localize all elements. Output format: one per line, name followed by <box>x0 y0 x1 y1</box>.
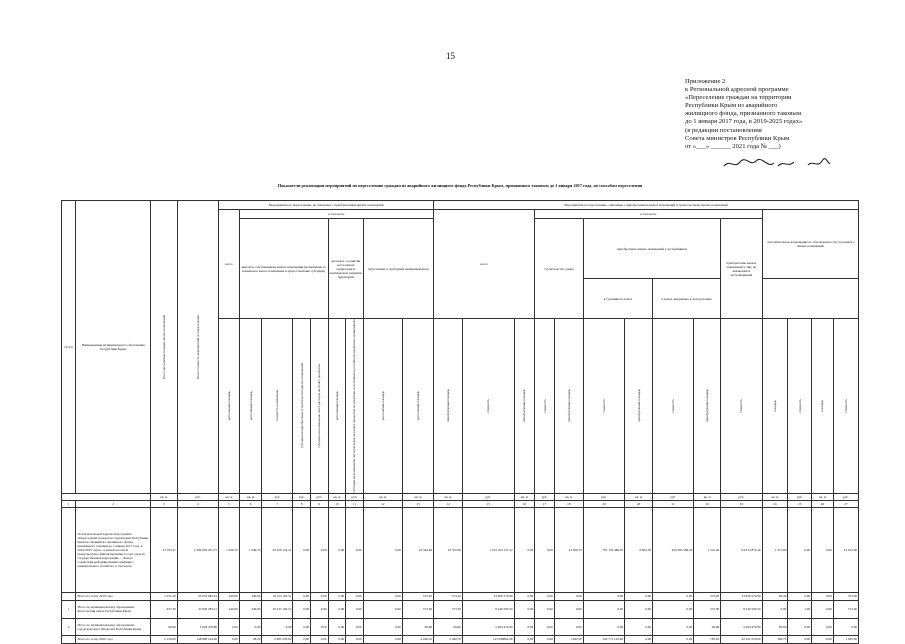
value-cell: 0,00 <box>346 507 364 592</box>
unit-cell: кв. м <box>812 493 834 500</box>
unit-cell: руб. <box>462 493 514 500</box>
appendix-line: Республики Крым из аварийного <box>685 102 778 110</box>
value-cell: 573,30 <box>402 600 433 618</box>
column-number: 2 <box>76 500 150 507</box>
column-number: 19 <box>583 500 624 507</box>
value-cell: 429 393 568,50 <box>653 507 694 592</box>
rotated-header: стоимость <box>671 398 676 413</box>
value-cell: 0,00 <box>311 618 329 635</box>
value-cell: 0,00 <box>812 592 834 600</box>
value-cell: 1 642,50 <box>554 635 583 643</box>
value-cell: 0,00 <box>328 600 346 618</box>
column-number: 8 <box>293 500 311 507</box>
rotated-header: расселяемая площадь <box>248 391 253 421</box>
incl-header: в том числе <box>239 210 433 219</box>
group1-header: Мероприятия по переселению, не связанные с приобретением жилых помещений <box>219 201 434 210</box>
unit-cell: руб. <box>788 493 812 500</box>
value-cell: 340,00 <box>239 592 262 600</box>
unit-cell: руб. <box>293 493 311 500</box>
rotated-header: расселяемая площадь <box>415 391 420 421</box>
row-name: Итого по муниципальному образованию Белогорский район Республики Крым <box>76 600 150 618</box>
resettlement-table <box>61 200 859 644</box>
unit-cell: руб. <box>311 493 329 500</box>
table-title: Показатели реализации мероприятий по переселению граждан из аварийного жилищного фонда Республики Крым, признанного таковым до 1 января 2017 года, по способам переселения <box>277 183 643 188</box>
unit-cell: кв. м <box>239 493 262 500</box>
unit-cell: руб. <box>262 493 293 500</box>
value-cell: 2,69 <box>219 618 240 635</box>
unit-cell: кв. м <box>694 493 721 500</box>
value-cell: 0,00 <box>293 507 311 592</box>
rotated-header: стоимость возмещения <box>275 390 280 422</box>
value-cell: 42 291 050,00 <box>721 635 762 643</box>
unit-cell: руб. <box>583 493 624 500</box>
value-cell: 0,00 <box>583 600 624 618</box>
value-cell: 573,30 <box>434 600 463 618</box>
unit-cell: кв. м <box>219 493 240 500</box>
col-total-area-header: Всего расселяемая площадь жилых помещений <box>161 314 166 380</box>
value-cell: 2 389 904 291,75 <box>177 507 218 592</box>
value-cell: 0,00 <box>363 507 402 592</box>
value-cell: 0,00 <box>293 600 311 618</box>
row-number <box>62 635 76 643</box>
value-cell: 143 098864,90 <box>462 635 514 643</box>
value-cell: 2 985 203,00 <box>262 635 293 643</box>
value-cell: 2 246,10 <box>402 635 433 643</box>
column-number: 12 <box>363 500 402 507</box>
rotated-header: расселяемая площадь <box>380 391 385 421</box>
rotated-header: стоимость <box>601 398 606 413</box>
col-total-cost-header: Всего стоимость мероприятий по переселению <box>195 314 200 379</box>
value-cell: 0,00 <box>535 600 555 618</box>
value-cell: 1 210,40 <box>694 507 721 592</box>
rotated-header: приобретаемая площадь <box>566 389 571 423</box>
rotated-header: стоимость <box>542 398 547 413</box>
rotated-header: стоимость <box>486 398 491 413</box>
value-cell: 8 249 599,50 <box>462 600 514 618</box>
value-cell: 0,00 <box>535 507 555 592</box>
column-number: 11 <box>346 500 364 507</box>
value-cell: 0,00 <box>554 618 583 635</box>
unit-cell: кв. м <box>625 493 653 500</box>
column-number: 24 <box>762 500 788 507</box>
value-cell: 13 508,70 <box>554 507 583 592</box>
table-row <box>62 600 859 618</box>
row-name: По Региональной адресной программе «Переселение граждан на территории Республики Крым из аварийного жилищного фонда, признанного таковым до 1 января 2017 года, в 2019-2025 годах», в рамках которой предусмотрено финансирование за счет средств государственной корпорации — Фонда содействия реформированию жилищно-коммунального хозяйства, в том числе: <box>76 507 150 592</box>
rotated-header: приобретаемая площадь <box>522 389 527 423</box>
column-number: 5 <box>219 500 240 507</box>
value-cell: 0,00 <box>328 618 346 635</box>
value-cell: 0,00 <box>346 592 364 600</box>
row-number: 1 <box>62 600 76 618</box>
value-cell: 8 602,50 <box>625 507 653 592</box>
page-number: 15 <box>446 51 455 61</box>
value-cell: 0,00 <box>293 618 311 635</box>
built-header: в домах, введенных в эксплуатацию <box>653 279 721 319</box>
value-cell: 0,00 <box>328 592 346 600</box>
purchase-header: приобретение жилых помещений у застройщиков <box>583 219 720 279</box>
column-number: 18 <box>554 500 583 507</box>
value-cell: 0,00 <box>293 592 311 600</box>
value-cell: 99,90 <box>402 618 433 635</box>
unit-cell: кв. м <box>762 493 788 500</box>
value-cell: 0,00 <box>833 618 858 635</box>
column-number: 14 <box>434 500 463 507</box>
value-cell: 0,00 <box>311 507 329 592</box>
appendix-line: Совета министров Республики Крым <box>685 134 790 142</box>
column-number: 4 <box>177 500 218 507</box>
rotated-header: субсидии на возмещение части расходов на уплату процентов по кредитам, полученным в российских кредитных организациях <box>352 319 357 493</box>
value-cell: 53 053 682,61 <box>177 592 218 600</box>
value-cell: 33 820 579,90 <box>462 592 514 600</box>
column-number: 10 <box>328 500 346 507</box>
value-cell: 0,00 <box>625 618 653 635</box>
value-cell: 5 094 479,80 <box>721 618 762 635</box>
rotated-header: приобретаемая площадь <box>636 389 641 423</box>
table-row <box>62 507 859 592</box>
value-cell: 1 315,60 <box>762 507 788 592</box>
column-number: 6 <box>239 500 262 507</box>
value-cell: 0,00 <box>583 618 624 635</box>
value-cell: 0,00 <box>328 635 346 643</box>
value-cell: 0,00 <box>239 618 262 635</box>
rotated-header: стоимость <box>797 398 802 413</box>
table-row <box>62 618 859 635</box>
value-cell: 1,00 <box>788 600 812 618</box>
value-cell: 0,00 <box>812 507 834 592</box>
value-cell: 0,00 <box>788 507 812 592</box>
unit-cell: руб. <box>535 493 555 500</box>
col-num-header: № п/п <box>62 201 76 494</box>
value-cell: 573,20 <box>402 592 433 600</box>
value-cell: 0,00 <box>293 635 311 643</box>
appendix-block <box>685 78 863 151</box>
appendix-line: жилищного фонда, признанного таковым <box>685 110 801 118</box>
value-cell: 22 344,96 <box>402 507 433 592</box>
value-cell: 781 150 480,95 <box>583 507 624 592</box>
column-number: 25 <box>788 500 812 507</box>
value-cell: 5 094 479,80 <box>177 618 218 635</box>
column-number: 27 <box>833 500 858 507</box>
rotated-header: площадь <box>772 399 777 412</box>
row-number <box>62 507 76 592</box>
value-cell: 5 094 479,80 <box>462 618 514 635</box>
rotated-header: площадь <box>820 399 825 412</box>
value-cell: 19 233 102,51 <box>262 600 293 618</box>
value-cell: 6,00 <box>812 635 834 643</box>
appendix-line: Приложение 2 <box>685 78 726 85</box>
compensation-header: выплаты собственникам жилых помещений (возмещение за изымаемое жилое помещение и предоставление субсидий) <box>239 219 328 319</box>
value-cell: 0,00 <box>788 618 812 635</box>
value-cell: 1 233 104 137,54 <box>462 507 514 592</box>
value-cell: 373,00 <box>833 600 858 618</box>
value-cell: 360,75 <box>762 635 788 643</box>
value-cell: 1 049,70 <box>239 507 262 592</box>
value-cell: 19 233 102,51 <box>262 592 293 600</box>
value-cell: 14 012,00 <box>833 507 858 592</box>
contract-header: договоры о развитии застроенной территории и комплексном развитии территорий <box>328 219 363 319</box>
others-header: приобретение жилых помещений у лиц, не являющихся застройщиками <box>721 219 762 319</box>
value-cell: 0,00 <box>346 618 364 635</box>
value-cell: 0,00 <box>535 635 555 643</box>
value-cell: 0,00 <box>788 592 812 600</box>
value-cell: 0,00 <box>346 635 364 643</box>
value-cell: 0,00 <box>363 635 402 643</box>
table-row <box>62 592 859 600</box>
column-number: 7 <box>262 500 293 507</box>
value-cell: 1 031,20 <box>150 592 177 600</box>
column-number: 21 <box>653 500 694 507</box>
value-cell: 0,00 <box>262 618 293 635</box>
value-cell: 22 372,40 <box>434 507 463 592</box>
unit-cell: кв. м <box>554 493 583 500</box>
value-cell: 8 249 599,50 <box>721 600 762 618</box>
value-cell: 1 485,30 <box>833 635 858 643</box>
column-number: 9 <box>311 500 329 507</box>
appendix-line: (в редакции постановления <box>685 126 762 134</box>
incl2-header: в том числе <box>535 210 762 219</box>
row-name: Всего по этапу 2020 года <box>76 635 150 643</box>
value-cell: 340,00 <box>239 600 262 618</box>
value-cell: 2 426,70 <box>434 635 463 643</box>
column-number: 15 <box>462 500 514 507</box>
rotated-header: приобретаемая площадь <box>705 389 710 423</box>
value-cell: 0,00 <box>311 600 329 618</box>
value-cell: 0,00 <box>328 507 346 592</box>
value-cell: 0,00 <box>653 600 694 618</box>
column-number: 20 <box>625 500 653 507</box>
rotated-header: приобретаемая площадь <box>445 389 450 423</box>
addl-header: дополнительное возмещение не обеспеченное (построенных) жилых помещений <box>762 210 858 279</box>
value-cell: 340,00 <box>219 600 240 618</box>
group2-header: Мероприятия по переселению, связанные с приобретением жилых помещений (строительством) жилых помещений <box>434 201 859 210</box>
value-cell: 373,30 <box>833 592 858 600</box>
value-cell: 99,90 <box>694 618 721 635</box>
column-number: 17 <box>535 500 555 507</box>
value-cell: 99,90 <box>762 618 788 635</box>
value-cell: 0,00 <box>514 600 535 618</box>
value-cell: 148 806 104,90 <box>177 635 218 643</box>
unit-cell: руб. <box>833 493 858 500</box>
vsego-header: всего <box>219 210 240 319</box>
value-cell: 2,00 <box>311 635 329 643</box>
value-cell: 0,00 <box>514 618 535 635</box>
unfinished-header: в строящихся домах <box>583 279 652 319</box>
unit-cell: кв. м <box>363 493 402 500</box>
rotated-header: субсидии на приобретение (строительство) жилых помещений <box>299 363 304 449</box>
value-cell: 39 220 124,21 <box>262 507 293 592</box>
value-cell: 0,00 <box>311 592 329 600</box>
value-cell: 99,90 <box>150 618 177 635</box>
value-cell: 0,00 <box>625 635 653 643</box>
value-cell: 340,00 <box>219 592 240 600</box>
column-number: 26 <box>812 500 834 507</box>
value-cell: 33 820 579,90 <box>721 592 762 600</box>
appendix-line: «Переселение граждан на территории <box>685 94 792 102</box>
value-cell: 0,00 <box>653 592 694 600</box>
value-cell: 573,20 <box>434 592 463 600</box>
value-cell: 0,00 <box>363 592 402 600</box>
stroit-header: строительство домов <box>535 219 584 319</box>
value-cell: 99,90 <box>434 618 463 635</box>
value-cell: 64 814 872,20 <box>721 507 762 592</box>
appendix-line: от «___» ______ 2021 года № ___) <box>685 142 781 150</box>
value-cell: 0,00 <box>554 600 583 618</box>
value-cell: 783,92 <box>694 635 721 643</box>
value-cell: 573,30 <box>694 600 721 618</box>
handwritten-signature <box>722 157 832 171</box>
value-cell: 0,00 <box>514 507 535 592</box>
rotated-header: субсидии на возмещение части расходов на уплату процентов <box>317 363 322 448</box>
rotated-header: расселяемая площадь <box>226 391 231 421</box>
value-cell: 2,00 <box>219 635 240 643</box>
unit-cell: кв. м <box>514 493 535 500</box>
unit-cell: кв. м <box>328 493 346 500</box>
value-cell: 2 156,00 <box>150 635 177 643</box>
column-number: 3 <box>150 500 177 507</box>
value-cell: 573,20 <box>694 592 721 600</box>
value-cell: 0,00 <box>363 600 402 618</box>
value-cell: 0,00 <box>363 618 402 635</box>
unit-cell: кв. м <box>434 493 463 500</box>
value-cell: 28,20 <box>239 635 262 643</box>
column-number: 16 <box>514 500 535 507</box>
unit-cell: руб. <box>346 493 364 500</box>
resettle-header: переселение в свободный жилищный фонд <box>363 219 433 319</box>
unit-cell: руб. <box>177 493 218 500</box>
value-cell: 1 049,70 <box>219 507 240 592</box>
value-cell: 0,00 <box>535 618 555 635</box>
value-cell: 0,00 <box>625 600 653 618</box>
value-cell: 23 795,21 <box>150 507 177 592</box>
value-cell: 0,00 <box>554 592 583 600</box>
value-cell: 0,00 <box>583 592 624 600</box>
rotated-header: стоимость <box>843 398 848 413</box>
column-number: 1 <box>62 500 76 507</box>
appendix-line: к Региональной адресной программе <box>685 86 789 94</box>
table-row <box>62 635 859 643</box>
rotated-header: расселяемая площадь <box>334 391 339 421</box>
value-cell: 0,00 <box>812 618 834 635</box>
value-cell: 100 773 143,00 <box>583 635 624 643</box>
value-cell: 0,00 <box>762 600 788 618</box>
value-cell: 0,00 <box>535 592 555 600</box>
rotated-header: стоимость <box>739 398 744 413</box>
value-cell: 0,00 <box>514 592 535 600</box>
row-number <box>62 592 76 600</box>
value-cell: 47 959 283,21 <box>177 600 218 618</box>
row-number: 2 <box>62 618 76 635</box>
value-cell: 0,00 <box>625 592 653 600</box>
column-number: 23 <box>721 500 762 507</box>
col-municipality-header: Наименование муниципального образования Республики Крым <box>76 201 150 494</box>
unit-cell: кв. м <box>402 493 433 500</box>
value-cell: 0,00 <box>653 618 694 635</box>
value-cell: 0,00 <box>788 635 812 643</box>
value-cell: 937,30 <box>150 600 177 618</box>
unit-cell: руб. <box>653 493 694 500</box>
value-cell: 0,00 <box>812 600 834 618</box>
value-cell: 0,00 <box>514 635 535 643</box>
column-number: 22 <box>694 500 721 507</box>
unit-cell: руб. <box>721 493 762 500</box>
unit-cell: кв. м <box>150 493 177 500</box>
row-name: Всего по этапу 2019 года <box>76 592 150 600</box>
vsego2-header: всего <box>434 210 535 319</box>
value-cell: 0,00 <box>653 635 694 643</box>
appendix-line: до 1 января 2017 года, в 2019-2025 годах» <box>685 118 803 126</box>
value-cell: 69,40 <box>762 592 788 600</box>
column-number: 13 <box>402 500 433 507</box>
value-cell: 0,00 <box>346 600 364 618</box>
row-name: Итого по муниципальному образованию городской округ Феодосия Республики Крым <box>76 618 150 635</box>
